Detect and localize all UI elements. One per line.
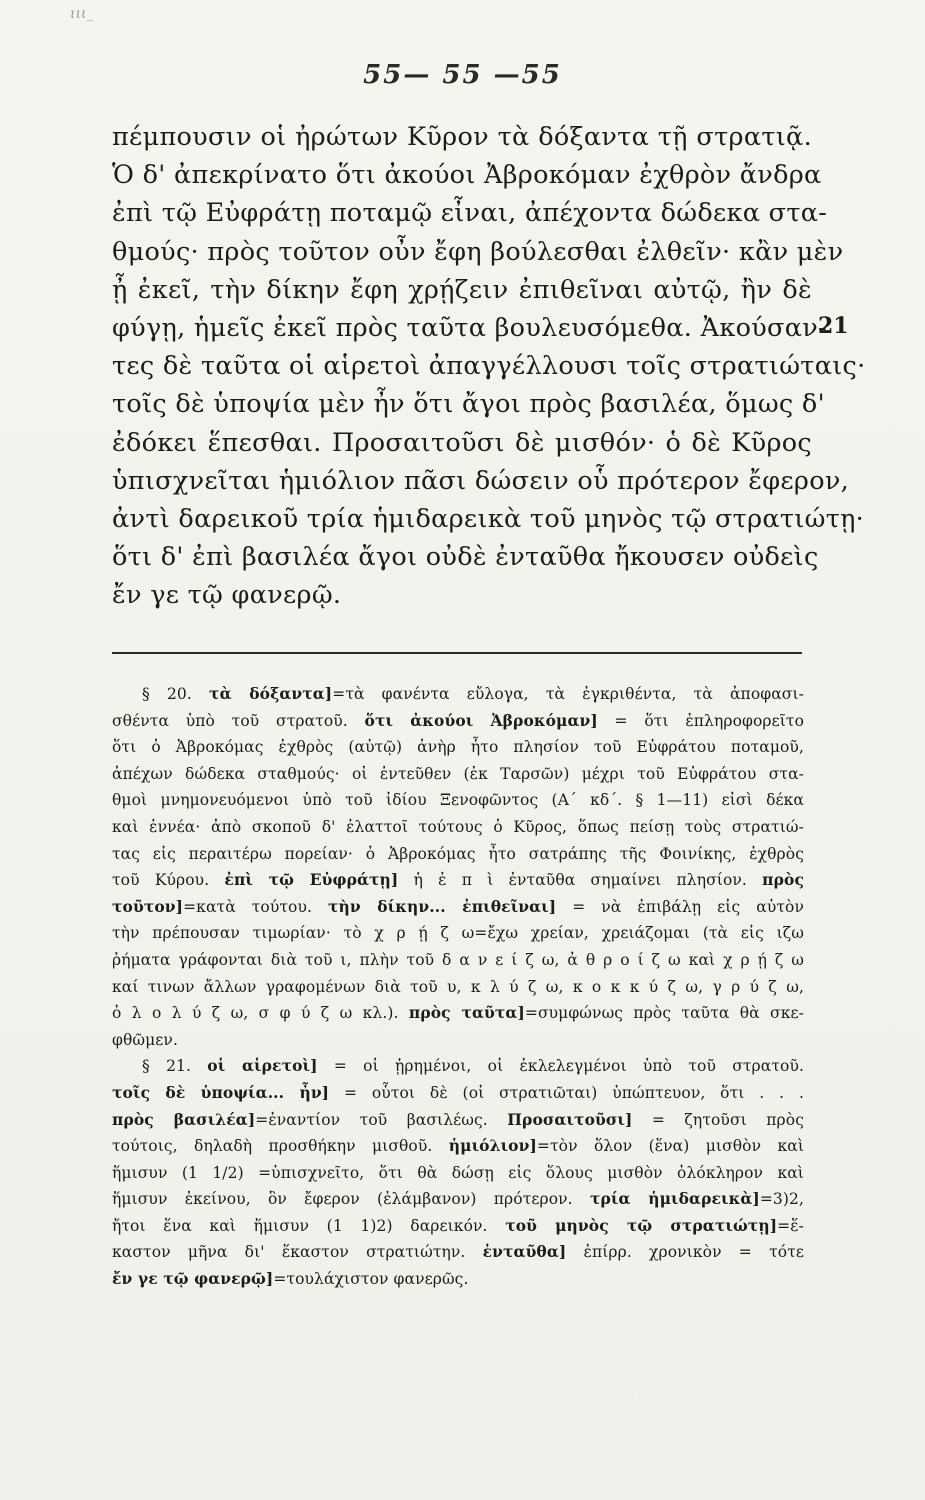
note-line [112,1133,804,1160]
note-line [112,974,804,1001]
note-lemma: πρὸς [762,870,804,890]
note-text: σθέντα ὑπὸ τοῦ στρατοῦ. [112,711,365,730]
note-text: = νὰ ἐπιβάλῃ εἰς αὐτὸν [556,897,804,916]
main-text-line: τοῖς δὲ ὑποψία μὲν ἦν ὅτι ἄγοι πρὸς βασιλέα, ὅμως δ' [112,389,825,420]
commentary-notes [112,681,804,1293]
note-line [112,920,804,947]
note-text: = οὗτοι δὲ (οἱ στρατιῶται) ὑπώπτευον, ὅτι . . . [329,1083,804,1102]
note-line [112,1266,804,1293]
note-text: = ὅτι ἐπληροφορεῖτο [597,711,805,730]
main-text-line: ἔν γε τῷ φανερῷ. [112,580,342,611]
note-text: τὴν πρέπουσαν τιμωρίαν· τὸ χ ρ ῄ ζ ω=ἔχω χρείαν, χρειάζομαι (τὰ εἰς ιζω [112,924,804,943]
note-lemma: Προσαιτοῦσι] [507,1109,633,1129]
note-text: =κατὰ τούτου. [183,897,329,916]
note-line [112,1186,804,1213]
note-line [112,1107,804,1134]
note-text: =3)2, [759,1190,804,1209]
note-text: καὶ ἐννέα· ἀπὸ σκοποῦ δ' ἐλαττοῖ τούτους ὁ Κῦρος, ὅπως πείσῃ τοὺς στρατιώ- [112,817,804,836]
note-text: καστον μῆνα δι' ἕκαστον στρατιώτην. [112,1243,483,1262]
note-text: =τὸν ὅλον (ἕνα) μισθὸν καὶ [536,1137,805,1156]
note-text: θμοὶ μνημονευόμενοι ὑπὸ τοῦ ἰδίου Ξενοφῶντος (Α΄ κδ΄. § 1—11) εἰσὶ δέκα [112,791,804,810]
note-lemma: τὰ δόξαντα] [209,684,333,703]
note-line [112,1053,804,1080]
note-line [112,867,804,894]
note-text: ἤτοι ἕνα καὶ ἥμισυν (1 1)2) δαρεικόν. [112,1216,506,1235]
note-lemma: τοῖς δὲ ὑποψία... ἦν] [112,1082,330,1102]
note-line [112,947,804,974]
note-line [112,814,804,841]
note-line [112,787,804,814]
note-lemma: πρὸς βασιλέα] [112,1109,256,1129]
note-line [112,1027,804,1054]
note-line [112,734,804,761]
note-text: § 20. [142,685,210,703]
main-text-line: ὅτι δ' ἐπὶ βασιλέα ἄγοι οὐδὲ ἐνταῦθα ἤκουσεν οὐδεὶς [112,542,819,573]
note-line [112,1000,804,1027]
note-text: ἀπέχων δώδεκα σταθμούς· οἱ ἐντεῦθεν (ἐκ Ταρσῶν) μέχρι τοῦ Εὐφράτου στα- [112,764,804,783]
note-line [112,1160,804,1187]
note-lemma: τρία ἡμιδαρεικὰ] [589,1189,760,1209]
note-text: = ζητοῦσι πρὸς [632,1110,804,1129]
note-line [112,1213,804,1240]
note-text: =ἕ- [777,1216,804,1235]
note-line [112,761,804,788]
note-text: καί τινων ἄλλων γραφομένων διὰ τοῦ υ, κ λ ύ ζ ω, κ ο κ κ ύ ζ ω, γ ρ ύ ζ ω, [112,977,804,996]
note-text: § 21. [142,1057,208,1076]
main-text-line: πέμπουσιν οἱ ἠρώτων Κῦρον τὰ δόξαντα τῇ στρατιᾷ. [112,122,812,152]
main-text-line: ἐπὶ τῷ Εὐφράτῃ ποταμῷ εἶναι, ἀπέχοντα δώδεκα στα- [112,198,828,229]
note-line [112,681,804,708]
note-text: =τὰ φανέντα εὔλογα, τὰ ἐγκριθέντα, τὰ ἀποφασι- [332,685,804,703]
main-text-line: ἀντὶ δαρεικοῦ τρία ἡμιδαρεικὰ τοῦ μηνὸς τῷ στρατιώτῃ· [112,504,865,535]
main-text-line: τες δὲ ταῦτα οἱ αἱρετοὶ ἀπαγγέλλουσι τοῖς στρατιώταις· [112,351,866,382]
main-text-line: ἐδόκει ἕπεσθαι. Προσαιτοῦσι δὲ μισθόν· ὁ δὲ Κῦρος [112,427,812,458]
note-text: =ἐναντίον τοῦ βασιλέως. [255,1110,508,1129]
note-text: ἥμισυν (1 1/2) =ὑπισχνεῖτο, ὅτι θὰ δώσῃ εἰς ὅλους μισθὸν ὁλόκληρον καὶ [112,1163,804,1182]
note-line [112,841,804,868]
note-lemma: ἔν γε τῷ φανερῷ] [112,1269,274,1289]
note-text: τας εἰς περαιτέρω πορείαν· ὁ Ἀβροκόμας ἦτο σατράπης τῆς Φοινίκης, ἐχθρὸς [112,844,804,863]
note-line [112,1239,804,1266]
note-line [112,1080,804,1107]
page-corner-mark: ιιι_ [70,6,94,22]
note-lemma: τοῦτον] [112,896,184,916]
note-text: =συμφώνως πρὸς ταῦτα θὰ σκε- [524,1004,804,1023]
note-text: τούτοις, δηλαδὴ προσθήκην μισθοῦ. [112,1137,449,1156]
note-lemma: τὴν δίκην... ἐπιθεῖναι] [328,896,557,916]
note-text: = οἱ ᾑρημένοι, οἱ ἐκλελεγμένοι ὑπὸ τοῦ στρατοῦ. [317,1057,804,1076]
note-text: ὀ λ ο λ ύ ζ ω, σ φ ύ ζ ω κλ.). [112,1004,409,1023]
main-text-line: ᾖ ἐκεῖ, τὴν δίκην ἔφη χρῄζειν ἐπιθεῖναι αὐτῷ, ἢν δὲ [112,274,812,305]
note-text: τοῦ Κύρου. [112,871,225,890]
note-text: ἡ ἐ π ὶ ἐνταῦθα σημαίνει πλησίον. [398,871,763,890]
main-text-line: Ὁ δ' ἀπεκρίνατο ὅτι ἀκούοι Ἀβροκόμαν ἐχθρὸν ἄνδρα [112,160,822,191]
note-lemma: τοῦ μηνὸς τῷ στρατιώτῃ] [505,1215,778,1235]
page-number: 55— 55 —55 [363,60,562,90]
note-line [112,708,804,735]
note-text: ὅτι ὁ Ἀβροκόμας ἐχθρὸς (αὐτῷ) ἀνὴρ ἦτο πλησίον τοῦ Εὐφράτου ποταμοῦ, [112,738,804,757]
note-text: ἥμισυν ἐκείνου, ὃν ἔφερον (ἐλάμβανον) πρότερον. [112,1190,590,1209]
note-lemma: ὅτι ἀκούοι Ἀβροκόμαν] [364,710,598,730]
section-number: 21 [818,313,849,339]
note-lemma: οἱ αἱρετοὶ] [207,1056,318,1076]
footnote-separator [112,652,802,654]
note-lemma: ἡμιόλιον] [448,1136,537,1156]
main-text-line: θμούς· πρὸς τοῦτον οὖν ἔφη βούλεσθαι ἐλθεῖν· κἂν μὲν [112,236,844,267]
main-text-line: ὑπισχνεῖται ἡμιόλιον πᾶσι δώσειν οὗ πρότερον ἔφερον, [112,465,850,496]
note-lemma: ἐνταῦθα] [482,1242,567,1262]
note-text: ἐπίρρ. χρονικὸν = τότε [566,1243,804,1262]
note-text: =τουλάχιστον φανερῶς. [273,1270,469,1289]
note-line [112,894,804,921]
note-lemma: πρὸς ταῦτα] [408,1003,525,1023]
note-text: φθῶμεν. [112,1030,178,1049]
note-text: ῥήματα γράφονται διὰ τοῦ ι, πλὴν τοῦ δ α ν ε ί ζ ω, ἀ θ ρ ο ί ζ ω καὶ χ ρ ῄ ζ ω [112,950,804,969]
note-lemma: ἐπὶ τῷ Εὐφράτῃ] [224,870,399,890]
main-text-line: φύγῃ, ἡμεῖς ἐκεῖ πρὸς ταῦτα βουλευσόμεθα. Ἀκούσαν- [112,313,827,344]
